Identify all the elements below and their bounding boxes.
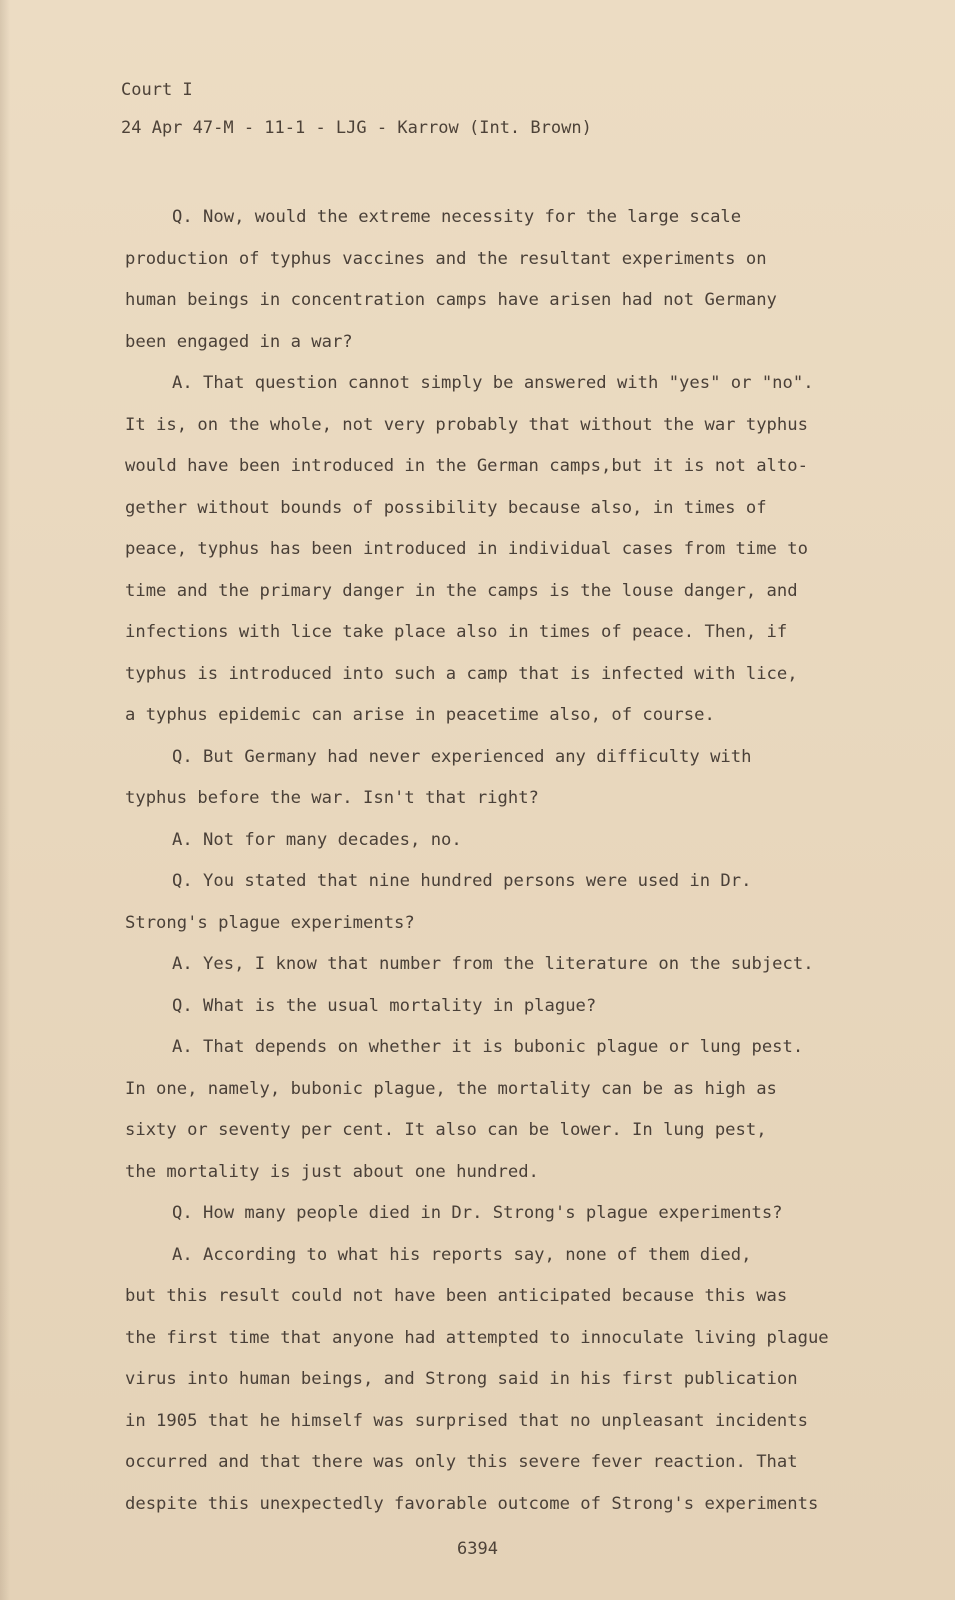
transcript-line: human beings in concentration camps have arisen had not Germany: [125, 290, 777, 310]
transcript-line: occurred and that there was only this severe fever reaction. That: [125, 1452, 798, 1472]
transcript-line: In one, namely, bubonic plague, the mortality can be as high as: [125, 1078, 777, 1099]
transcript-body: [125, 197, 945, 1525]
transcript-line: A. Not for many decades, no.: [172, 829, 462, 850]
transcript-line: typhus is introduced into such a camp that is infected with lice,: [125, 663, 798, 684]
transcript-line: A. That depends on whether it is bubonic plague or lung pest.: [172, 1037, 804, 1057]
transcript-line: the first time that anyone had attempted to innoculate living plague: [125, 1327, 829, 1348]
transcript-line: A. According to what his reports say, none of them died,: [172, 1244, 752, 1265]
transcript-line: would have been introduced in the German camps,but it is not alto-: [125, 456, 808, 476]
transcript-line: It is, on the whole, not very probably that without the war typhus: [125, 414, 808, 435]
transcript-line: despite this unexpectedly favorable outcome of Strong's experiments: [125, 1493, 819, 1514]
transcript-line: A. Yes, I know that number from the literature on the subject.: [172, 954, 814, 974]
transcript-line: typhus before the war. Isn't that right?: [125, 788, 539, 808]
transcript-line: the mortality is just about one hundred.: [125, 1161, 539, 1182]
page-edge-shadow: [0, 0, 10, 1600]
court-label: Court I: [121, 80, 193, 100]
transcript-line: been engaged in a war?: [125, 331, 353, 352]
page-number: 6394: [457, 1539, 498, 1559]
transcript-line: Q. Now, would the extreme necessity for the large scale: [172, 207, 742, 227]
transcript-line: Q. How many people died in Dr. Strong's plague experiments?: [172, 1203, 783, 1223]
transcript-line: production of typhus vaccines and the resultant experiments on: [125, 248, 767, 269]
transcript-line: gether without bounds of possibility because also, in times of: [125, 497, 767, 518]
transcript-line: sixty or seventy per cent. It also can be lower. In lung pest,: [125, 1120, 767, 1140]
transcript-line: peace, typhus has been introduced in individual cases from time to: [125, 539, 808, 559]
transcript-line: infections with lice take place also in times of peace. Then, if: [125, 622, 788, 642]
transcript-line: Q. What is the usual mortality in plague?: [172, 995, 597, 1016]
transcript-line: A. That question cannot simply be answered with "yes" or "no".: [172, 373, 814, 393]
session-info: 24 Apr 47-M - 11-1 - LJG - Karrow (Int. Brown): [121, 118, 592, 138]
transcript-line: Q. But Germany had never experienced any difficulty with: [172, 746, 752, 767]
transcript-line: Strong's plague experiments?: [125, 912, 415, 933]
transcript-line: but this result could not have been anticipated because this was: [125, 1286, 788, 1306]
transcript-line: time and the primary danger in the camps is the louse danger, and: [125, 580, 798, 601]
transcript-line: a typhus epidemic can arise in peacetime also, of course.: [125, 705, 715, 725]
transcript-line: Q. You stated that nine hundred persons were used in Dr.: [172, 871, 752, 891]
transcript-line: virus into human beings, and Strong said in his first publication: [125, 1369, 798, 1389]
transcript-line: in 1905 that he himself was surprised that no unpleasant incidents: [125, 1410, 808, 1431]
